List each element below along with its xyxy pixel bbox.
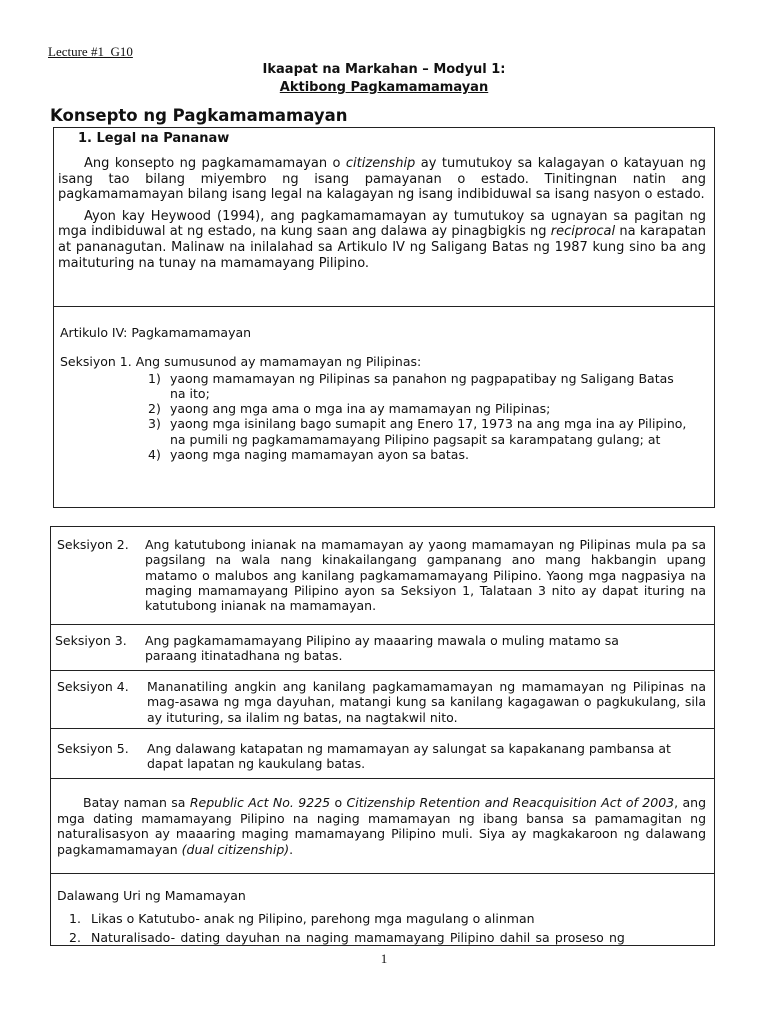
heywood-paragraph: Ayon kay Heywood (1994), ang pagkamamamayan ay tumutukoy sa ugnayan sa pagitan ng mga indibiduwal at ng estado, na kung saan ang dalawa ay pinagbigkis ng reciprocal na karapatan at pananagutan. Malinaw na inilalahad sa Artikulo IV ng Saligang Batas ng 1987 kung sino ba ang maituturing na tunay na mamamayang Pilipino. xyxy=(58,208,706,271)
main-heading: Konsepto ng Pagkamamamayan xyxy=(50,106,348,125)
section-heading: 1. Legal na Pananaw xyxy=(78,131,230,146)
list-item: 3) yaong mga isinilang bago sumapit ang Enero 17, 1973 na ang mga ina ay Pilipino, na pumili ng pagkamamamayang Pilipino pagsapit sa karampatang gulang; at xyxy=(148,416,687,447)
types-title: Dalawang Uri ng Mamamayan xyxy=(57,888,246,903)
section-3: Seksiyon 3. Ang pagkamamamayang Pilipino ay maaaring mawala o muling matamo sa paraang itinatadhana ng batas. xyxy=(51,624,714,670)
legal-view-box xyxy=(53,127,715,508)
section-4: Seksiyon 4. Mananatiling angkin ang kanilang pagkamamamayan ng mamamayan ng Pilipinas na mag-asawa ng mga dayuhan, matangi kung sa kanilang kagagawan o pagkukulang, sila ay ituturing, sa ilalim ng batas, na nagtakwil nito. xyxy=(51,670,714,728)
page-number: 1 xyxy=(380,951,388,966)
list-item: 2. Naturalisado- dating dayuhan na naging mamamayang Pilipino dahil sa proseso ng xyxy=(69,929,625,945)
list-item: 1. Likas o Katutubo- anak ng Pilipino, parehong mga magulang o alinman xyxy=(69,911,535,927)
lecture-label: Lecture #1_G10 xyxy=(48,44,133,59)
citizen-types-section xyxy=(51,873,714,947)
module-subtitle: Aktibong Pagkamamamayan xyxy=(279,80,489,95)
section-1-intro: Seksiyon 1. Ang sumusunod ay mamamayan ng Pilipinas: xyxy=(60,354,422,370)
module-title: Ikaapat na Markahan – Modyul 1: xyxy=(262,62,506,77)
sections-box xyxy=(50,526,715,946)
list-item: 1) yaong mamamayan ng Pilipinas sa panahon ng pagpapatibay ng Saligang Batas na ito; xyxy=(148,370,674,401)
section-2: Seksiyon 2. Ang katutubong inianak na mamamayan ay yaong mamamayan ng Pilipinas mula pa sa pagsilang na wala nang kinakailangang gampanang ano mang hakbangin upang matamo o malubos ang kanilang pagkamamamayang Pilipino. Yaong mga nagpasiya na maging mamamayang Pilipino ayon sa Seksiyon 1, Talataan 3 nito ay dapat ituring na katutubong inianak na mamamayan. xyxy=(57,537,706,614)
legal-view-section xyxy=(54,128,714,306)
article-title: Artikulo IV: Pagkamamamayan xyxy=(60,325,252,340)
article-iv-section xyxy=(54,306,714,509)
citizenship-paragraph: Ang konsepto ng pagkamamamayan o citizenship ay tumutukoy sa kalagayan o katayuan ng isang tao bilang miyembro ng isang pamayanan o estado. Tinitingnan natin ang pagkamamamayan bilang isang legal na kalagayan ng isang indibiduwal sa isang nasyon o estado. xyxy=(58,156,706,203)
ra-9225-section xyxy=(51,778,714,873)
ra-paragraph: Batay naman sa Republic Act No. 9225 o Citizenship Retention and Reacquisition Act of 2003, ang mga dating mamamayang Pilipino na naging mamamayan ng ibang bansa sa pamamagitan ng naturalisasyon ay maaaring maging mamamayang Pilipino muli. Siya ay magkakaroon ng dalawang pagkamamamayan (dual citizenship). xyxy=(57,795,706,857)
list-item: 4) yaong mga naging mamamayan ayon sa batas. xyxy=(148,447,469,463)
list-item: 2) yaong ang mga ama o mga ina ay mamamayan ng Pilipinas; xyxy=(148,401,551,417)
citizen-list xyxy=(148,371,688,463)
types-list xyxy=(69,911,706,945)
section-5: Seksiyon 5. Ang dalawang katapatan ng mamamayan ay salungat sa kapakanang pambansa at dapat lapatan ng kaukulang batas. xyxy=(51,728,714,778)
